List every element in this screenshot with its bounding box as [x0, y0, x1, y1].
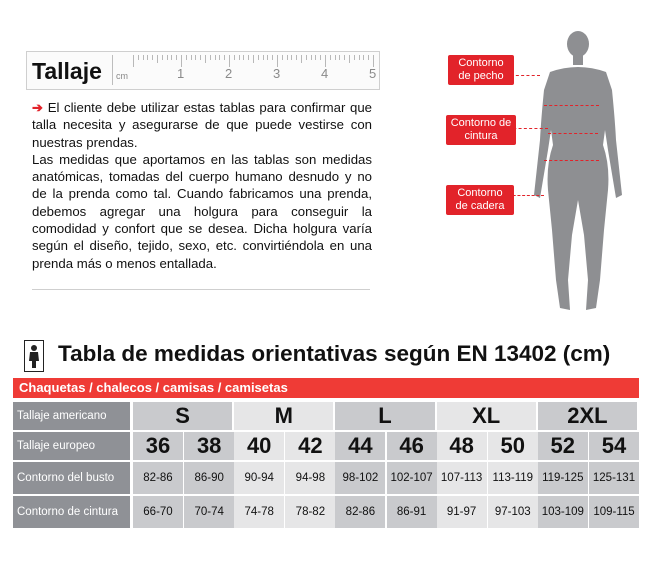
ruler-number: 1: [177, 66, 185, 81]
ruler: [112, 55, 379, 85]
ruler-tick: [186, 55, 187, 60]
ruler-tick: [363, 55, 364, 60]
divider: [32, 289, 370, 290]
bust-value-cell: 125-131: [589, 462, 639, 494]
ruler-tick: [224, 55, 225, 60]
intro-paragraph-1: El cliente debe utilizar estas tablas para confirmar que talla necesita y asegurarse de que puede vestirse con nuestras prendas.: [32, 100, 372, 150]
bust-value-cell: 102-107: [387, 462, 437, 494]
ruler-tick: [359, 55, 360, 60]
category-bar: [13, 378, 639, 398]
ruler-unit: cm: [116, 71, 128, 81]
bust-value-cell: 119-125: [538, 462, 588, 494]
ruler-tick: [243, 55, 244, 60]
waist-value-cell: 109-115: [589, 496, 639, 528]
garment-icon: [24, 340, 44, 372]
row-header: Tallaje americano: [13, 402, 130, 430]
ruler-tick: [267, 55, 268, 60]
eu-size-cell: 46: [387, 432, 437, 460]
ruler-tick: [354, 55, 355, 60]
us-size-cell: 2XL: [538, 402, 637, 430]
ruler-tick: [210, 55, 211, 60]
section-title: Tallaje: [32, 58, 102, 84]
ruler-number: 2: [225, 66, 233, 81]
ruler-tick: [344, 55, 345, 60]
ruler-tick: [219, 55, 220, 60]
ruler-tick: [258, 55, 259, 60]
bust-value-cell: 113-119: [488, 462, 538, 494]
ruler-tick: [291, 55, 292, 60]
eu-size-cell: 42: [285, 432, 335, 460]
us-size-cell: L: [335, 402, 434, 430]
body-silhouette-icon: [520, 30, 640, 322]
ruler-tick: [205, 55, 206, 63]
row-header: Tallaje europeo: [13, 432, 130, 460]
us-size-cell: XL: [437, 402, 536, 430]
ruler-tick: [349, 55, 350, 63]
bust-value-cell: 107-113: [437, 462, 487, 494]
ruler-number: 3: [273, 66, 281, 81]
row-header: Contorno del busto: [13, 462, 130, 494]
ruler-tick: [335, 55, 336, 60]
table-title: Tabla de medidas orientativas según EN 13402 (cm): [58, 341, 611, 366]
table-row-bust: [13, 462, 639, 494]
ruler-tick: [272, 55, 273, 60]
waist-value-cell: 103-109: [538, 496, 588, 528]
ruler-tick: [339, 55, 340, 60]
bust-value-cell: 82-86: [133, 462, 183, 494]
waist-measure-line: [548, 133, 598, 134]
waist-value-cell: 91-97: [437, 496, 487, 528]
ruler-number: 5: [369, 66, 377, 81]
intro-text: [32, 99, 372, 272]
ruler-tick: [306, 55, 307, 60]
ruler-tick: [320, 55, 321, 60]
waist-label: Contorno de cintura: [446, 115, 516, 145]
waist-value-cell: 78-82: [285, 496, 335, 528]
ruler-tick: [171, 55, 172, 60]
waist-value-cell: 82-86: [335, 496, 385, 528]
ruler-tick: [234, 55, 235, 60]
bust-value-cell: 90-94: [234, 462, 284, 494]
eu-size-cell: 50: [488, 432, 538, 460]
ruler-number: 4: [321, 66, 329, 81]
eu-size-cell: 38: [184, 432, 234, 460]
table-row-eu: [13, 432, 639, 460]
waist-value-cell: 74-78: [234, 496, 284, 528]
ruler-tick: [167, 55, 168, 60]
row-header: Contorno de cintura: [13, 496, 130, 528]
ruler-tick: [215, 55, 216, 60]
eu-size-cell: 44: [335, 432, 385, 460]
ruler-tick: [253, 55, 254, 63]
ruler-tick: [147, 55, 148, 60]
ruler-tick: [296, 55, 297, 60]
waist-value-cell: 66-70: [133, 496, 183, 528]
waist-value-cell: 70-74: [184, 496, 234, 528]
bust-value-cell: 94-98: [285, 462, 335, 494]
ruler-tick: [330, 55, 331, 60]
ruler-tick: [157, 55, 158, 63]
ruler-tick: [287, 55, 288, 60]
hip-measure-line: [544, 160, 599, 161]
eu-size-cell: 48: [437, 432, 487, 460]
ruler-tick: [282, 55, 283, 60]
ruler-tick: [162, 55, 163, 60]
ruler-tick: [239, 55, 240, 60]
ruler-tick: [263, 55, 264, 60]
ruler-tick: [143, 55, 144, 60]
ruler-tick: [200, 55, 201, 60]
table-row-waist: [13, 496, 639, 528]
waist-value-cell: 86-91: [387, 496, 437, 528]
eu-size-cell: 40: [234, 432, 284, 460]
us-size-cell: M: [234, 402, 333, 430]
chest-label: Contorno de pecho: [448, 55, 514, 85]
ruler-tick: [315, 55, 316, 60]
arrow-right-icon: ➔: [32, 100, 44, 115]
ruler-tick: [368, 55, 369, 60]
bust-value-cell: 98-102: [335, 462, 385, 494]
ruler-tick: [301, 55, 302, 63]
intro-paragraph-2: Las medidas que aportamos en las tablas son medidas anatómicas, tomadas del cuerpo humano desnudo y no de la prenda como tal. Cuando fabricamos una prenda, debemos agregar una holgura para conseguir la comodidad y confort que se desea. Dicha holgura varía según el diseño, tejido, sexo, etc. convirtiéndola en una prenda más o menos entallada.: [32, 151, 372, 271]
eu-size-cell: 52: [538, 432, 588, 460]
table-row-us: [13, 402, 639, 430]
ruler-tick: [248, 55, 249, 60]
chest-measure-line: [544, 105, 599, 106]
ruler-tick: [176, 55, 177, 60]
ruler-tick: [138, 55, 139, 60]
waist-value-cell: 97-103: [488, 496, 538, 528]
ruler-tick: [191, 55, 192, 60]
us-size-cell: S: [133, 402, 232, 430]
hip-label: Contorno de cadera: [446, 185, 514, 215]
category-label: Chaquetas / chalecos / camisas / camisetas: [19, 380, 288, 395]
eu-size-cell: 36: [133, 432, 183, 460]
ruler-tick: [152, 55, 153, 60]
eu-size-cell: 54: [589, 432, 639, 460]
ruler-tick: [133, 55, 134, 67]
bust-value-cell: 86-90: [184, 462, 234, 494]
ruler-tick: [311, 55, 312, 60]
ruler-tick: [195, 55, 196, 60]
